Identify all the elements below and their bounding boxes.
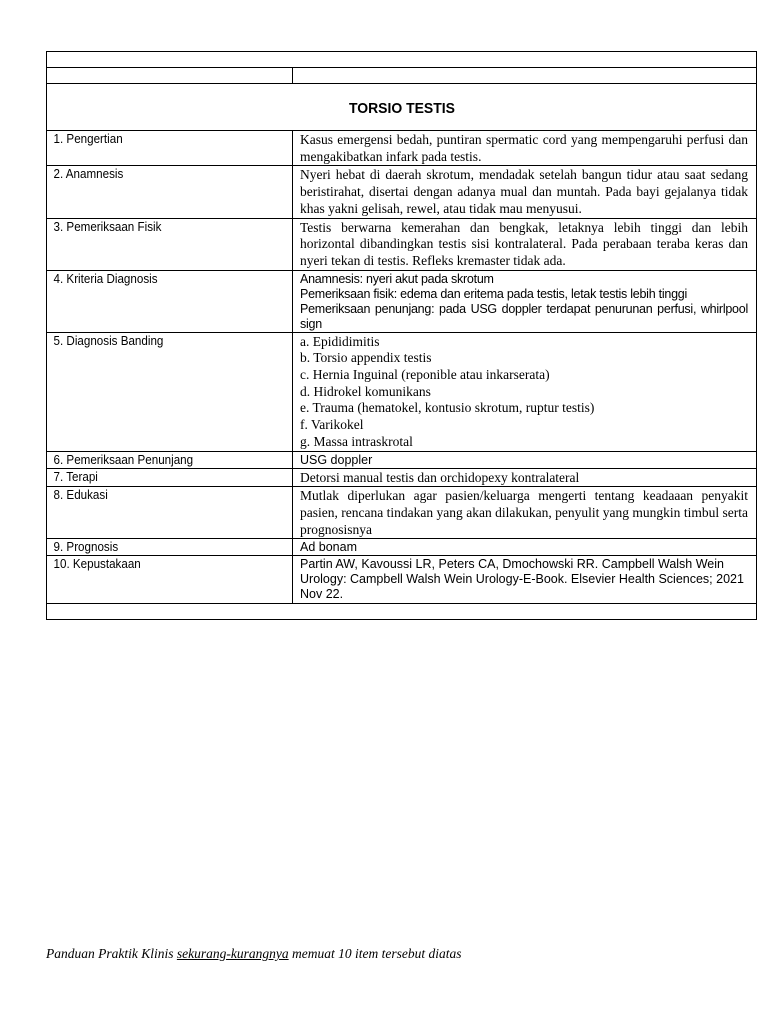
row-label: 2. Anamnesis (53, 167, 124, 182)
title-row (47, 84, 757, 131)
row-content: Ad bonam (300, 540, 357, 555)
row-label: 4. Kriteria Diagnosis (53, 271, 158, 286)
row-content (293, 333, 756, 451)
list-item: g. Massa intraskrotal (300, 433, 413, 449)
table-row (47, 468, 757, 487)
table-row (47, 270, 757, 332)
footer-underlined-text: sekurang-kurangnya (176, 946, 289, 961)
list-item: Pemeriksaan fisik: edema dan eritema pada testis, letak testis lebih tinggi (300, 286, 688, 301)
row-content: Kasus emergensi bedah, puntiran spermatic cord yang mempengaruhi perfusi dan mengakibatkan infark pada testis. (300, 132, 748, 164)
table-row (47, 131, 757, 166)
guideline-table (46, 51, 757, 620)
row-content: Nyeri hebat di daerah skrotum, mendadak setelah bangun tidur atau saat sedang beristirahat, disertai dengan adanya mual dan muntah. Pada bayi gejalanya tidak khas yakni gelisah, rewel, atau tidak mau menyusui. (300, 167, 748, 216)
row-content: Detorsi manual testis dan orchidopexy kontralateral (300, 469, 580, 485)
footer-text: memuat 10 item tersebut diatas (288, 946, 462, 961)
row-content: USG doppler (300, 452, 373, 467)
row-label: 7. Terapi (53, 469, 98, 484)
list-item: b. Torsio appendix testis (300, 350, 432, 366)
list-item: Anamnesis: nyeri akut pada skrotum (300, 271, 494, 286)
table-row (47, 451, 757, 468)
row-content: Testis berwarna kemerahan dan bengkak, letaknya lebih tinggi dan lebih horizontal dibandingkan testis sisi kontralateral. Pada perabaan teraba keras dan nyeri tekan di testis. Refleks kremaster tidak ada. (300, 219, 748, 268)
list-item: Pemeriksaan penunjang: pada USG doppler terdapat penurunan perfusi, whirlpool sign (300, 301, 748, 331)
empty-row-bottom (47, 604, 757, 620)
table-row (47, 539, 757, 556)
list-item: a. Epididimitis (300, 333, 380, 349)
empty-row-top (47, 52, 757, 68)
row-label: 6. Pemeriksaan Penunjang (53, 452, 194, 467)
empty-row-split (47, 68, 757, 84)
row-content (293, 271, 756, 332)
row-label: 5. Diagnosis Banding (53, 333, 164, 348)
footer-note (46, 946, 461, 962)
list-item: c. Hernia Inguinal (reponible atau inkarserata) (300, 367, 550, 383)
list-item: f. Varikokel (300, 417, 364, 433)
table-row (47, 556, 757, 604)
row-content: Mutlak diperlukan agar pasien/keluarga mengerti tentang keadaaan penyakit pasien, rencana tindakan yang akan dilakukan, penyulit yang mungkin timbul serta prognosisnya (300, 488, 748, 537)
row-label: 3. Pemeriksaan Fisik (53, 219, 162, 234)
table-row (47, 166, 757, 218)
row-label: 1. Pengertian (53, 132, 123, 146)
row-content: Partin AW, Kavoussi LR, Peters CA, Dmochowski RR. Campbell Walsh Wein Urology: Campbell Walsh Wein Urology-E-Book. Elsevier Health Sciences; 2021 Nov 22. (300, 557, 744, 602)
footer-text: Panduan Praktik Klinis (46, 946, 177, 961)
page-title: TORSIO TESTIS (348, 100, 455, 117)
row-label: 8. Edukasi (53, 488, 108, 503)
list-item: e. Trauma (hematokel, kontusio skrotum, ruptur testis) (300, 400, 595, 416)
table-row (47, 218, 757, 270)
table-row (47, 332, 757, 451)
list-item: d. Hidrokel komunikans (300, 383, 431, 399)
table-row (47, 487, 757, 539)
row-label: 10. Kepustakaan (53, 557, 141, 572)
row-label: 9. Prognosis (53, 540, 119, 555)
